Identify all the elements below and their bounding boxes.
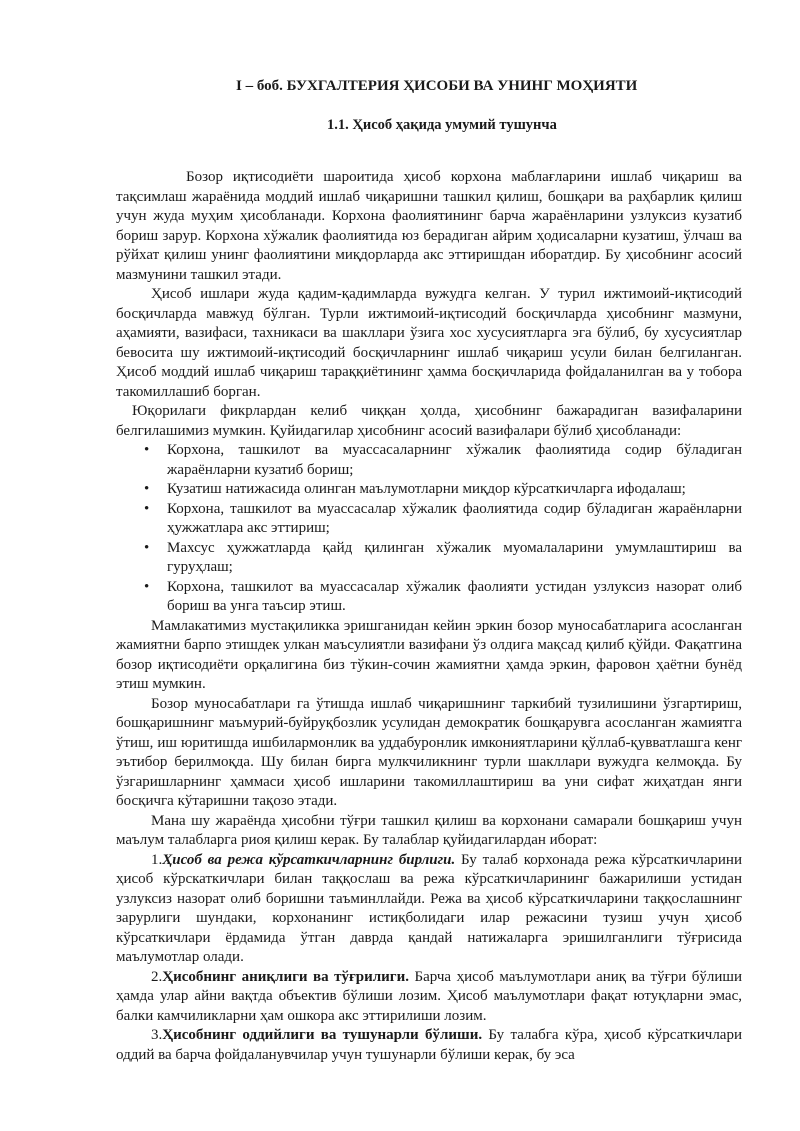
bullet-list xyxy=(116,441,742,617)
list-item: • Кузатиш натижасида олинган маълумотларни миқдор кўрсаткичларга ифодалаш; xyxy=(116,480,742,500)
requirement-number: 2. xyxy=(151,968,163,985)
requirement-heading: Ҳисоб ва режа кўрсаткичларнинг бирлиги. xyxy=(162,851,456,868)
list-item: • Корхона, ташкилот ва муассасаларнинг хўжалик фаолиятида содир бўладиган жараёнларни кузатиб бориш; xyxy=(144,442,742,478)
paragraph: Мана шу жараёнда ҳисобни тўғри ташкил қилиш ва корхонани самарали бошқариш учун маълум талабларга риоя қилиш керак. Бу талаблар қуйидагилардан иборат: xyxy=(116,812,742,848)
requirement-number: 1. xyxy=(151,851,163,868)
requirement-paragraph xyxy=(116,851,742,968)
requirement-paragraph xyxy=(116,968,742,1027)
list-item: • Махсус ҳужжатларда қайд қилинган хўжалик муомалаларини умумлаштириш ва гуруҳлаш; xyxy=(144,539,742,575)
requirement-heading: Ҳисобнинг аниқлиги ва тўғрилиги. xyxy=(162,968,410,985)
chapter-title: I – боб. БУХГАЛТЕРИЯ ҲИСОБИ ВА УНИНГ МОҲИЯТИ xyxy=(236,78,638,94)
requirement-text: Бу талабга кўра, ҳисоб кўрсаткичлари оддий ва барча фойдаланувчилар учун тушунарли бўлиши керак, бу эса xyxy=(116,1027,742,1063)
bullet-icon: • xyxy=(144,539,150,556)
bullet-icon: • xyxy=(144,578,150,595)
paragraph: Бозор муносабатлари га ўтишда ишлаб чиқаришнинг таркибий тузилишини ўзгартириш, бошқаришнинг маъмурий-буйруқбозлик усулидан демократик бошқарувга асосланган жамиятга ўтиш, иш юритишда ишбилармонлик ва уддабуронлик имкониятларини қўллаб-қувватлашга кенг эътибор берилмоқда. Шу билан бирга мулкчиликнинг турли шакллари вужудга келмоқда. Бу ўзгаришларнинг ҳаммаси ҳисоб ишларини такомиллаштириш ва уни сифат жиҳатдан янги босқичга кўтаришни тақозо этади. xyxy=(116,695,742,809)
list-item: • Корхона, ташкилот ва муассасалар хўжалик фаолияти устидан узлуксиз назорат олиб бориш ва унга таъсир этиш. xyxy=(144,578,742,614)
bullet-icon: • xyxy=(144,442,150,458)
requirement-text: Барча ҳисоб маълумотлари аниқ ва тўғри бўлиши ҳамда улар айни вақтда объектив бўлиши лозим. Ҳисоб маълумотлари фақат ютуқларни эмас, балки камчиликларни ҳам ошкора акс эттирилиши лозим. xyxy=(116,968,742,1024)
requirement-text: Бу талаб корхонада режа кўрсаткичларини ҳисоб кўрскаткичлари билан таққослаш ва режа кўрсаткичларининг бажарилиши устидан узлуксиз назорат олиб боришни таъминллайди. Режа ва ҳисоб кўрсаткичларини таққослашнинг зарурлиги шундаки, корхонанинг истиқболидаги илар режасини тузиш учун ҳисоб кўрсаткичлари ёрдамида ўтган даврда қандай натижаларга эришилганлиги тўғрисида маълумотлар олади. xyxy=(116,851,742,965)
list-item: • Корхона, ташкилот ва муассасалар хўжалик фаолиятида содир бўладиган жараёнларни ҳужжатлара акс эттириш; xyxy=(144,500,742,536)
paragraph: Юқорилаги фикрлардан келиб чиққан ҳолда, ҳисобнинг бажарадиган вазифаларини белгилашимиз мумкин. Қуйидагилар ҳисобнинг асосий вазифалари бўлиб ҳисобланади: xyxy=(116,403,742,439)
requirement-number: 3. xyxy=(151,1027,163,1043)
document-body xyxy=(116,168,742,1065)
bullet-icon: • xyxy=(144,481,150,497)
bullet-icon: • xyxy=(144,500,150,517)
paragraph: Бозор иқтисодиёти шароитида ҳисоб корхона маблағларини ишлаб чиқариш ва тақсимлаш жараёнида моддий ишлаб чиқаришни ташкил қилиш, бошқари ва раҳбарлик қилиш учун жуда муҳим ҳисобланади. Корхона фаолиятининг барча жараёнларини узлуксиз кузатиб бориш зарур. Корхона хўжалик фаолиятида юз берадиган айрим ҳодисаларни кузатиш, ўлчаш ва рўйхат қилиш унинг фаолиятини миқдорларда акс эттиришдан иборатдир. Бу ҳисобнинг асосий мазмунини ташкил этади. xyxy=(116,169,742,283)
requirement-paragraph xyxy=(116,1026,742,1065)
section-title: 1.1. Ҳисоб ҳақида умумий тушунча xyxy=(327,117,557,133)
paragraph: Ҳисоб ишлари жуда қадим-қадимларда вужудга келган. У турил ижтимоий-иқтисодий босқичларда мавжуд бўлган. Турли ижтимоий-иқтисодий босқичларда ҳисобнинг мазмуни, аҳамияти, вазифаси, тахникаси ва шакллари ўзига хос хусусиятларга эга бўлиб, бу хусусиятлар бевосита шу ижтимоий-иқтисодий босқичларнинг ишлаб чиқариш усули билан белгиланган. Ҳисоб моддий ишлаб чиқариш тараққиётининг ҳамма босқичларида фойдаланилган ва у тобора такомиллашиб борган. xyxy=(116,286,742,400)
requirement-heading: Ҳисобнинг оддийлиги ва тушунарли бўлиши. xyxy=(162,1027,483,1043)
paragraph: Мамлакатимиз мустақиликка эришганидан кейин эркин бозор муносабатларига асосланган жамиятни барпо этишдек улкан маъсулиятли вазифани ўз олдига мақсад қилиб қўйди. Фақатгина бозор иқтисодиёти орқалигина биз тўкин-сочин жамиятни ҳамда эркин, фаровон ҳаётни бунёд этиш мумкин. xyxy=(116,617,742,692)
